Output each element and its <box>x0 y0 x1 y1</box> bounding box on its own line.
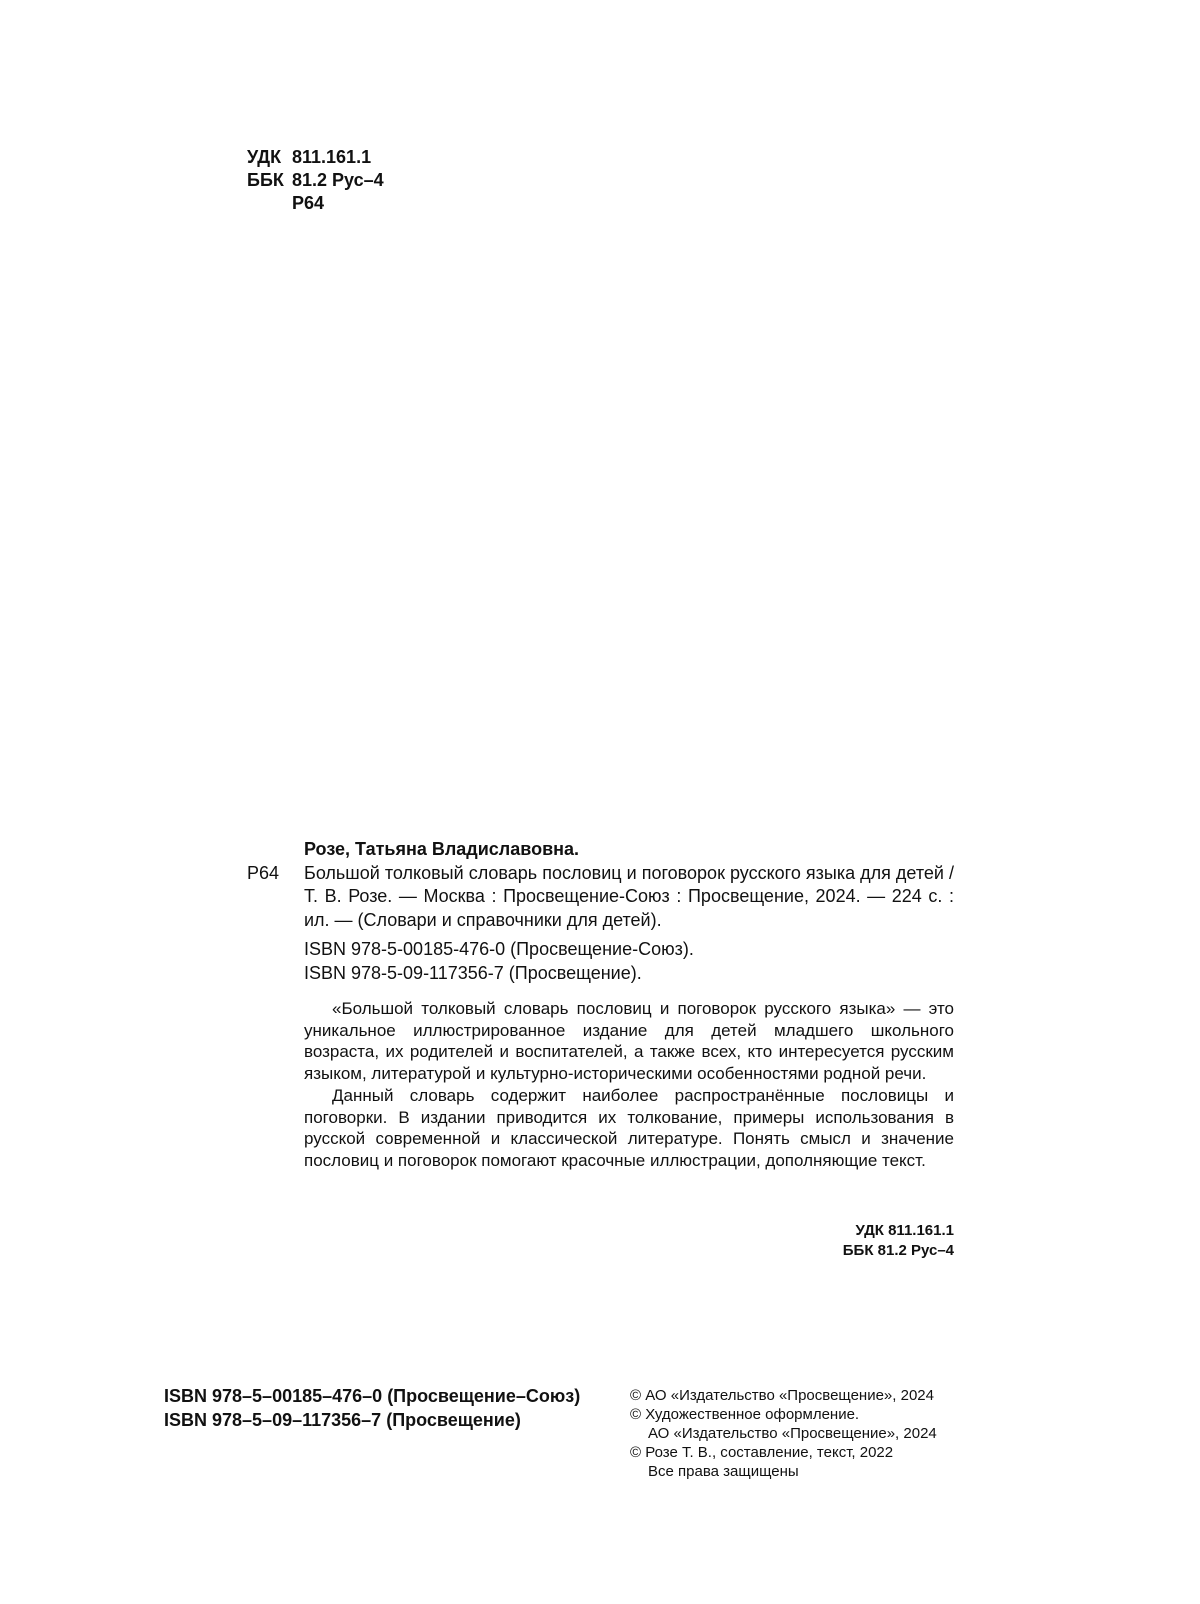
record-code: Р64 <box>247 862 280 883</box>
bibliographic-record <box>247 838 954 985</box>
udk-value: 811.161.1 <box>292 147 372 167</box>
isbn-line-2: ISBN 978–5–09–117356–7 (Просвещение) <box>164 1410 521 1430</box>
udk-key: УДК <box>247 147 282 167</box>
classification-block <box>247 146 384 215</box>
bbk-value: 81.2 Рус–4 <box>292 170 384 190</box>
classification-codes <box>843 1221 954 1261</box>
record-description: Большой толковый словарь пословиц и поговорок русского языка для детей / Т. В. Розе. — Москва : Просвещение-Союз : Просвещение, 2024. — 224 с. : ил. — (Словари и справочники для детей). <box>304 862 954 930</box>
copyright-line-4: © Розе Т. В., составление, текст, 2022 <box>630 1444 894 1461</box>
copyright-block <box>630 1386 937 1481</box>
author-name: Розе, Татьяна Владиславовна. <box>304 839 580 859</box>
record-entry <box>247 862 954 933</box>
annotation-paragraph-2: Данный словарь содержит наиболее распространённые пословицы и поговорки. В издании приводится их толкование, примеры использования в русской современной и классической литературе. Понять смысл и значение пословиц и поговорок помогают красочные иллюстрации, дополняющие текст. <box>304 1085 954 1170</box>
record-isbn-1: ISBN 978-5-00185-476-0 (Просвещение-Союз). <box>304 939 694 959</box>
annotation-paragraph-1: «Большой толковый словарь пословиц и поговорок русского языка» — это уникальное иллюстрированное издание для детей младшего школьного возраста, их родителей и воспитателей, а также всех, кто интересуется русским языком, литературой и культурно-историческими особенностями родной речи. <box>304 999 954 1084</box>
copyright-line-5: Все права защищены <box>648 1463 799 1480</box>
bbk-key: ББК <box>247 170 284 190</box>
copyright-line-2: © Художественное оформление. <box>630 1406 860 1423</box>
isbn-line-1: ISBN 978–5–00185–476–0 (Просвещение–Союз) <box>164 1386 581 1406</box>
author-mark-row <box>247 192 384 215</box>
bbk-code: ББК 81.2 Рус–4 <box>842 1242 954 1259</box>
copyright-line-3: АО «Издательство «Просвещение», 2024 <box>648 1425 937 1442</box>
record-isbn-2: ISBN 978-5-09-117356-7 (Просвещение). <box>304 962 642 983</box>
isbn-block <box>164 1384 580 1432</box>
annotation <box>304 998 954 1172</box>
udk-row <box>247 146 384 169</box>
udk-code: УДК 811.161.1 <box>855 1222 954 1239</box>
copyright-line-1: © АО «Издательство «Просвещение», 2024 <box>630 1387 934 1404</box>
bbk-row <box>247 169 384 192</box>
author-mark: Р64 <box>292 193 325 213</box>
